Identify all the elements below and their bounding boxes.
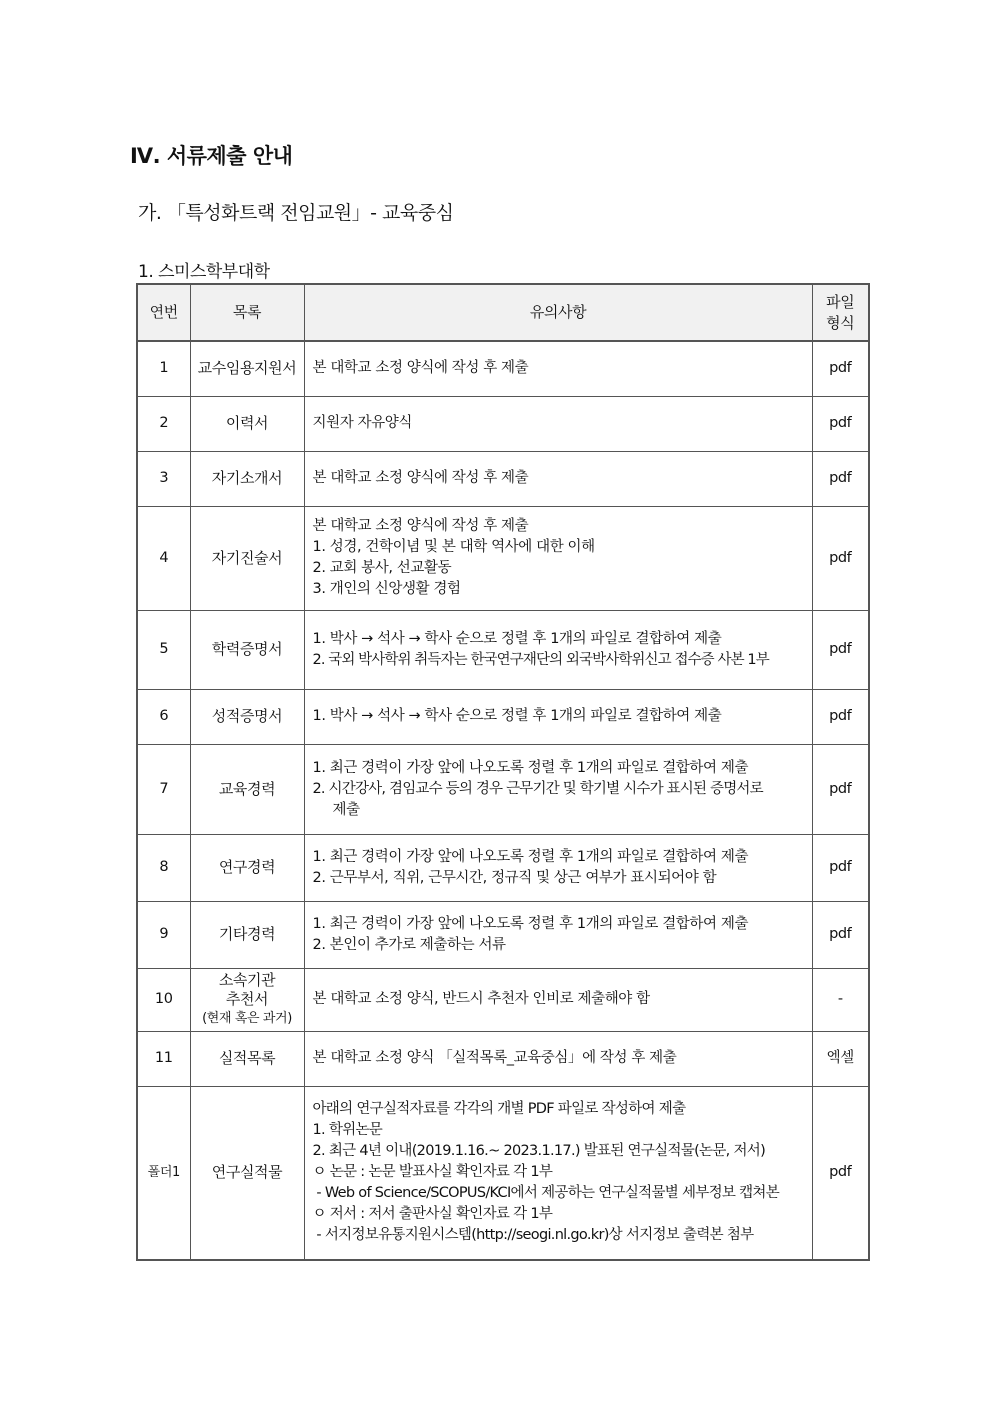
row-no: 4 — [137, 506, 190, 610]
row-file-type: pdf — [812, 1086, 869, 1260]
row-file-type: pdf — [812, 834, 869, 901]
row-no: 1 — [137, 341, 190, 396]
table-row — [137, 901, 869, 968]
row-no: 8 — [137, 834, 190, 901]
row-item: 기타경력 — [190, 901, 304, 968]
row-notes: 본 대학교 소정 양식에 작성 후 제출 — [304, 341, 812, 396]
row-item: 학력증명서 — [190, 610, 304, 689]
row-item: 실적목록 — [190, 1031, 304, 1086]
row-item: 교육경력 — [190, 744, 304, 834]
table-row — [137, 1031, 869, 1086]
row-file-type: pdf — [812, 506, 869, 610]
row-file-type: pdf — [812, 451, 869, 506]
row-file-type: 엑셀 — [812, 1031, 869, 1086]
table-row — [137, 1086, 869, 1260]
row-item: 이력서 — [190, 396, 304, 451]
table-row — [137, 341, 869, 396]
row-notes: 1. 최근 경력이 가장 앞에 나오도록 정렬 후 1개의 파일로 결합하여 제출 2. 본인이 추가로 제출하는 서류 — [304, 901, 812, 968]
row-no: 11 — [137, 1031, 190, 1086]
table-row — [137, 689, 869, 744]
row-no: 10 — [137, 968, 190, 1031]
subsection-heading: 가. 「특성화트랙 전임교원」- 교육중심 — [138, 202, 454, 224]
row-no: 2 — [137, 396, 190, 451]
table-row — [137, 744, 869, 834]
section-heading: Ⅳ. 서류제출 안내 — [130, 144, 293, 168]
row-no: 폴더1 — [137, 1086, 190, 1260]
row-item: 자기진술서 — [190, 506, 304, 610]
row-no: 7 — [137, 744, 190, 834]
table-row — [137, 968, 869, 1031]
row-notes: 1. 박사 → 석사 → 학사 순으로 정렬 후 1개의 파일로 결합하여 제출 — [304, 689, 812, 744]
row-notes: 1. 최근 경력이 가장 앞에 나오도록 정렬 후 1개의 파일로 결합하여 제출 2. 시간강사, 겸임교수 등의 경우 근무기간 및 학기별 시수가 표시된 증명서로 제출 — [304, 744, 812, 834]
row-item: 연구실적물 — [190, 1086, 304, 1260]
header-item: 목록 — [190, 284, 304, 341]
row-no: 3 — [137, 451, 190, 506]
table-row — [137, 506, 869, 610]
row-file-type: pdf — [812, 396, 869, 451]
row-notes: 아래의 연구실적자료를 각각의 개별 PDF 파일로 작성하여 제출 1. 학위논문 2. 최근 4년 이내(2019.1.16.~ 2023.1.17.) 발표된 연구실적물(논문, 저서) ㅇ 논문 : 논문 발표사실 확인자료 각 1부 - Web of Science/SCOPUS/KCI에서 제공하는 연구실적물별 세부정보 캡쳐본 ㅇ 저서 : 저서 출판사실 확인자료 각 1부 - 서지정보유통지원시스템(http://seogi.nl.go.kr)상 서지정보 출력본 첨부 — [304, 1086, 812, 1260]
row-notes: 본 대학교 소정 양식 「실적목록_교육중심」에 작성 후 제출 — [304, 1031, 812, 1086]
row-item: 성적증명서 — [190, 689, 304, 744]
row-notes: 1. 최근 경력이 가장 앞에 나오도록 정렬 후 1개의 파일로 결합하여 제출 2. 근무부서, 직위, 근무시간, 정규직 및 상근 여부가 표시되어야 함 — [304, 834, 812, 901]
header-notes: 유의사항 — [304, 284, 812, 341]
row-file-type: - — [812, 968, 869, 1031]
row-notes: 지원자 자유양식 — [304, 396, 812, 451]
row-file-type: pdf — [812, 689, 869, 744]
college-heading: 1. 스미스학부대학 — [138, 262, 270, 282]
row-no: 6 — [137, 689, 190, 744]
row-file-type: pdf — [812, 744, 869, 834]
row-no: 9 — [137, 901, 190, 968]
table-row — [137, 834, 869, 901]
row-item: 연구경력 — [190, 834, 304, 901]
row-notes: 본 대학교 소정 양식에 작성 후 제출 — [304, 451, 812, 506]
row-item: 소속기관 추천서 (현재 혹은 과거) — [190, 968, 304, 1031]
row-item: 교수임용지원서 — [190, 341, 304, 396]
table-row — [137, 610, 869, 689]
row-no: 5 — [137, 610, 190, 689]
row-notes: 본 대학교 소정 양식에 작성 후 제출 1. 성경, 건학이념 및 본 대학 역사에 대한 이해 2. 교회 봉사, 선교활동 3. 개인의 신앙생활 경험 — [304, 506, 812, 610]
row-file-type: pdf — [812, 901, 869, 968]
row-notes: 본 대학교 소정 양식, 반드시 추천자 인비로 제출해야 함 — [304, 968, 812, 1031]
row-file-type: pdf — [812, 610, 869, 689]
table-header-row — [137, 284, 869, 341]
table-row — [137, 396, 869, 451]
header-type: 파일 형식 — [812, 284, 869, 341]
row-notes: 1. 박사 → 석사 → 학사 순으로 정렬 후 1개의 파일로 결합하여 제출 2. 국외 박사학위 취득자는 한국연구재단의 외국박사학위신고 접수증 사본 1부 — [304, 610, 812, 689]
table-row — [137, 451, 869, 506]
document-submission-table — [136, 283, 870, 1261]
row-item: 자기소개서 — [190, 451, 304, 506]
row-file-type: pdf — [812, 341, 869, 396]
header-no: 연번 — [137, 284, 190, 341]
